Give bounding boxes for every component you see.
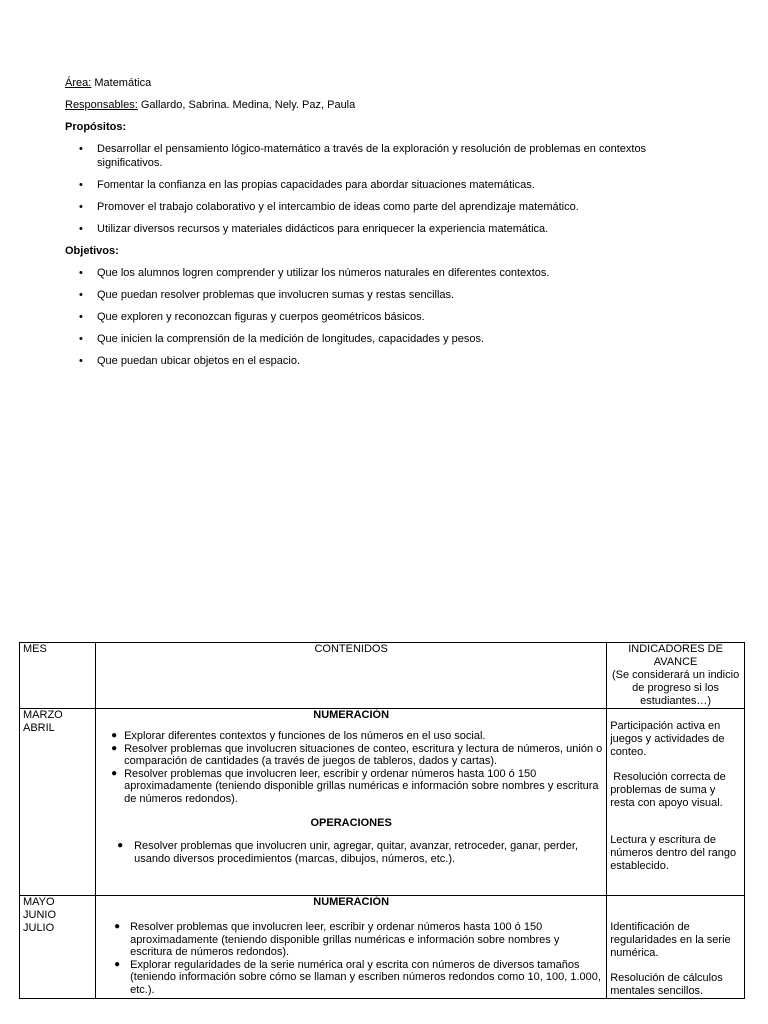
responsables-line bbox=[65, 98, 685, 112]
list-item: • Desarrollar el pensamiento lógico-matemático a través de la exploración y resolución de problemas en contextos significativos. bbox=[79, 143, 647, 169]
header-indicadores bbox=[607, 643, 745, 709]
list-item: ● Explorar diferentes contextos y funciones de los números en el uso social. bbox=[111, 730, 486, 742]
table-row bbox=[20, 896, 745, 999]
propositos-list bbox=[65, 142, 685, 236]
objetivos-heading: Objetivos: bbox=[65, 245, 119, 257]
mes-cell: MAYO JUNIO JULIO bbox=[20, 896, 96, 999]
header-mes: MES bbox=[20, 643, 96, 709]
list-item: • Que puedan resolver problemas que involucren sumas y restas sencillas. bbox=[79, 289, 455, 301]
bullet-icon: • bbox=[79, 143, 83, 155]
indicadores-cell bbox=[607, 896, 745, 999]
list-item: ● Resolver problemas que involucren leer, escribir y ordenar números hasta 100 ó 150 aproximadamente (teniendo disponible grillas numéricas e información sobre nombres y escritura de números redondos). bbox=[111, 767, 599, 805]
indicadores-cell bbox=[607, 709, 745, 896]
bullet-icon: ● bbox=[114, 958, 121, 970]
list-item: ● Explorar regularidades de la serie numérica oral y escrita con números de diversos tamaños (teniendo información sobre cómo se llaman y escriben números redondos como 10, 100, 1.000, etc.). bbox=[114, 958, 601, 996]
list-item: ● Resolver problemas que involucren unir, agregar, quitar, avanzar, retroceder, ganar, perder, usando diversos procedimientos (marcas, dibujos, números, etc.). bbox=[117, 840, 579, 865]
indicadores-title: INDICADORES DE AVANCE bbox=[628, 643, 723, 668]
section-title-numeracion: NUMERACIÓN bbox=[313, 709, 390, 721]
table-header-row bbox=[20, 643, 745, 709]
bullet-icon: ● bbox=[117, 840, 124, 851]
list-item: • Utilizar diversos recursos y materiales didácticos para enriquecer la experiencia matemática. bbox=[79, 223, 549, 235]
list-item: • Que exploren y reconozcan figuras y cuerpos geométricos básicos. bbox=[79, 311, 425, 323]
propositos-heading: Propósitos: bbox=[65, 121, 127, 133]
list-item: • Que inicien la comprensión de la medición de longitudes, capacidades y pesos. bbox=[79, 333, 485, 345]
contenidos-cell bbox=[96, 709, 607, 896]
indicador-text: Participación activa en juegos y actividades de conteo. bbox=[610, 720, 725, 758]
indicadores-subtitle: (Se considerará un indicio de progreso si los estudiantes…) bbox=[612, 669, 740, 707]
indicador-text: Resolución de cálculos mentales sencillos. bbox=[610, 972, 723, 997]
section-title-operaciones: OPERACIONES bbox=[310, 817, 392, 829]
bullet-icon: ● bbox=[111, 730, 118, 741]
indicador-text: Resolución correcta de problemas de suma y resta con apoyo visual. bbox=[610, 771, 729, 809]
mes-cell: MARZO ABRIL bbox=[20, 709, 96, 896]
list-item: • Que puedan ubicar objetos en el espacio. bbox=[79, 355, 301, 367]
responsables-label: Responsables: bbox=[65, 99, 138, 111]
area-label: Área: bbox=[65, 77, 92, 89]
bullet-icon: • bbox=[79, 355, 83, 367]
table-row bbox=[20, 709, 745, 896]
planning-table bbox=[19, 642, 745, 999]
bullet-icon: • bbox=[79, 179, 83, 191]
list-item: • Que los alumnos logren comprender y utilizar los números naturales en diferentes contextos. bbox=[79, 267, 550, 279]
bullet-icon: • bbox=[79, 223, 83, 235]
indicador-text: Identificación de regularidades en la serie numérica. bbox=[610, 921, 731, 959]
contenidos-cell bbox=[96, 896, 607, 999]
area-value: Matemática bbox=[91, 77, 152, 89]
objetivos-list bbox=[65, 266, 685, 368]
bullet-icon: ● bbox=[114, 921, 121, 932]
section-title-numeracion: NUMERACIÓN bbox=[313, 896, 390, 908]
list-item: ● Resolver problemas que involucren leer, escribir y ordenar números hasta 100 ó 150 aproximadamente (teniendo disponible grillas numéricas e información sobre nombres y escritura de números redondos). bbox=[114, 921, 560, 958]
list-item: • Promover el trabajo colaborativo y el intercambio de ideas como parte del aprendizaje matemático. bbox=[79, 201, 579, 213]
bullet-icon: • bbox=[79, 311, 83, 323]
responsables-value: Gallardo, Sabrina. Medina, Nely. Paz, Paula bbox=[137, 99, 356, 111]
bullet-icon: ● bbox=[111, 767, 118, 779]
document-header-section bbox=[65, 76, 685, 376]
content-list bbox=[99, 840, 603, 865]
bullet-icon: • bbox=[79, 201, 83, 213]
area-line bbox=[65, 76, 685, 90]
list-item: • Fomentar la confianza en las propias capacidades para abordar situaciones matemáticas. bbox=[79, 179, 535, 191]
header-contenidos: CONTENIDOS bbox=[96, 643, 607, 709]
content-list bbox=[99, 921, 603, 996]
indicador-text: Lectura y escritura de números dentro del rango establecido. bbox=[610, 834, 737, 872]
bullet-icon: • bbox=[79, 289, 83, 301]
bullet-icon: ● bbox=[111, 742, 118, 754]
bullet-icon: • bbox=[79, 333, 83, 345]
content-list bbox=[99, 730, 603, 805]
bullet-icon: • bbox=[79, 267, 83, 279]
list-item: ● Resolver problemas que involucren situaciones de conteo, escritura y lectura de números, unión o comparación de cantidades (a través de juegos de tableros, dados y cartas). bbox=[111, 742, 603, 767]
